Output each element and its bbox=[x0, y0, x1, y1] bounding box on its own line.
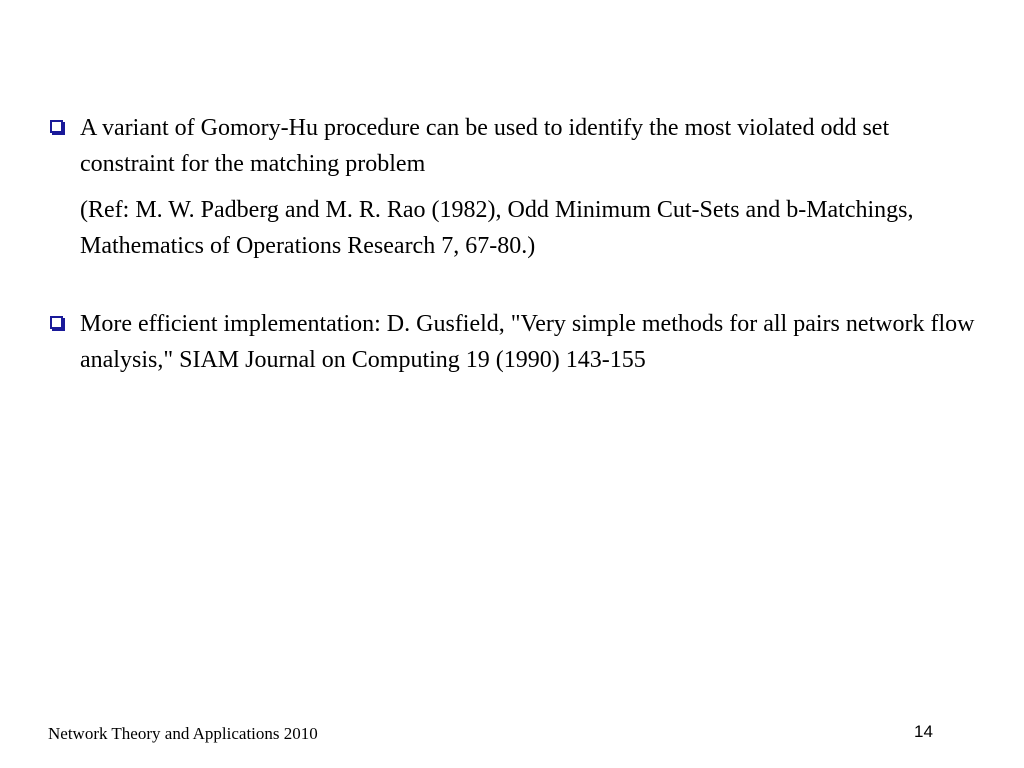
hollow-square-bullet-icon bbox=[50, 316, 63, 329]
hollow-square-bullet-icon bbox=[50, 120, 63, 133]
bullet-text: More efficient implementation: D. Gusfield, "Very simple methods for all pairs network flow analysis," SIAM Journal on Computing 19 (1990) 143-155 bbox=[80, 311, 975, 373]
reference-text: (Ref: M. W. Padberg and M. R. Rao (1982), Odd Minimum Cut-Sets and b-Matchings, Mathematics of Operations Research 7, 67-80.) bbox=[80, 197, 914, 259]
slide-content bbox=[48, 110, 988, 378]
footer-title: Network Theory and Applications 2010 bbox=[48, 724, 318, 743]
bullet-item-gomory-hu bbox=[48, 110, 988, 264]
bullet-item-gusfield bbox=[48, 306, 988, 378]
page-number: 14 bbox=[914, 722, 933, 741]
bullet-text: A variant of Gomory-Hu procedure can be used to identify the most violated odd set constraint for the matching problem bbox=[80, 115, 890, 177]
